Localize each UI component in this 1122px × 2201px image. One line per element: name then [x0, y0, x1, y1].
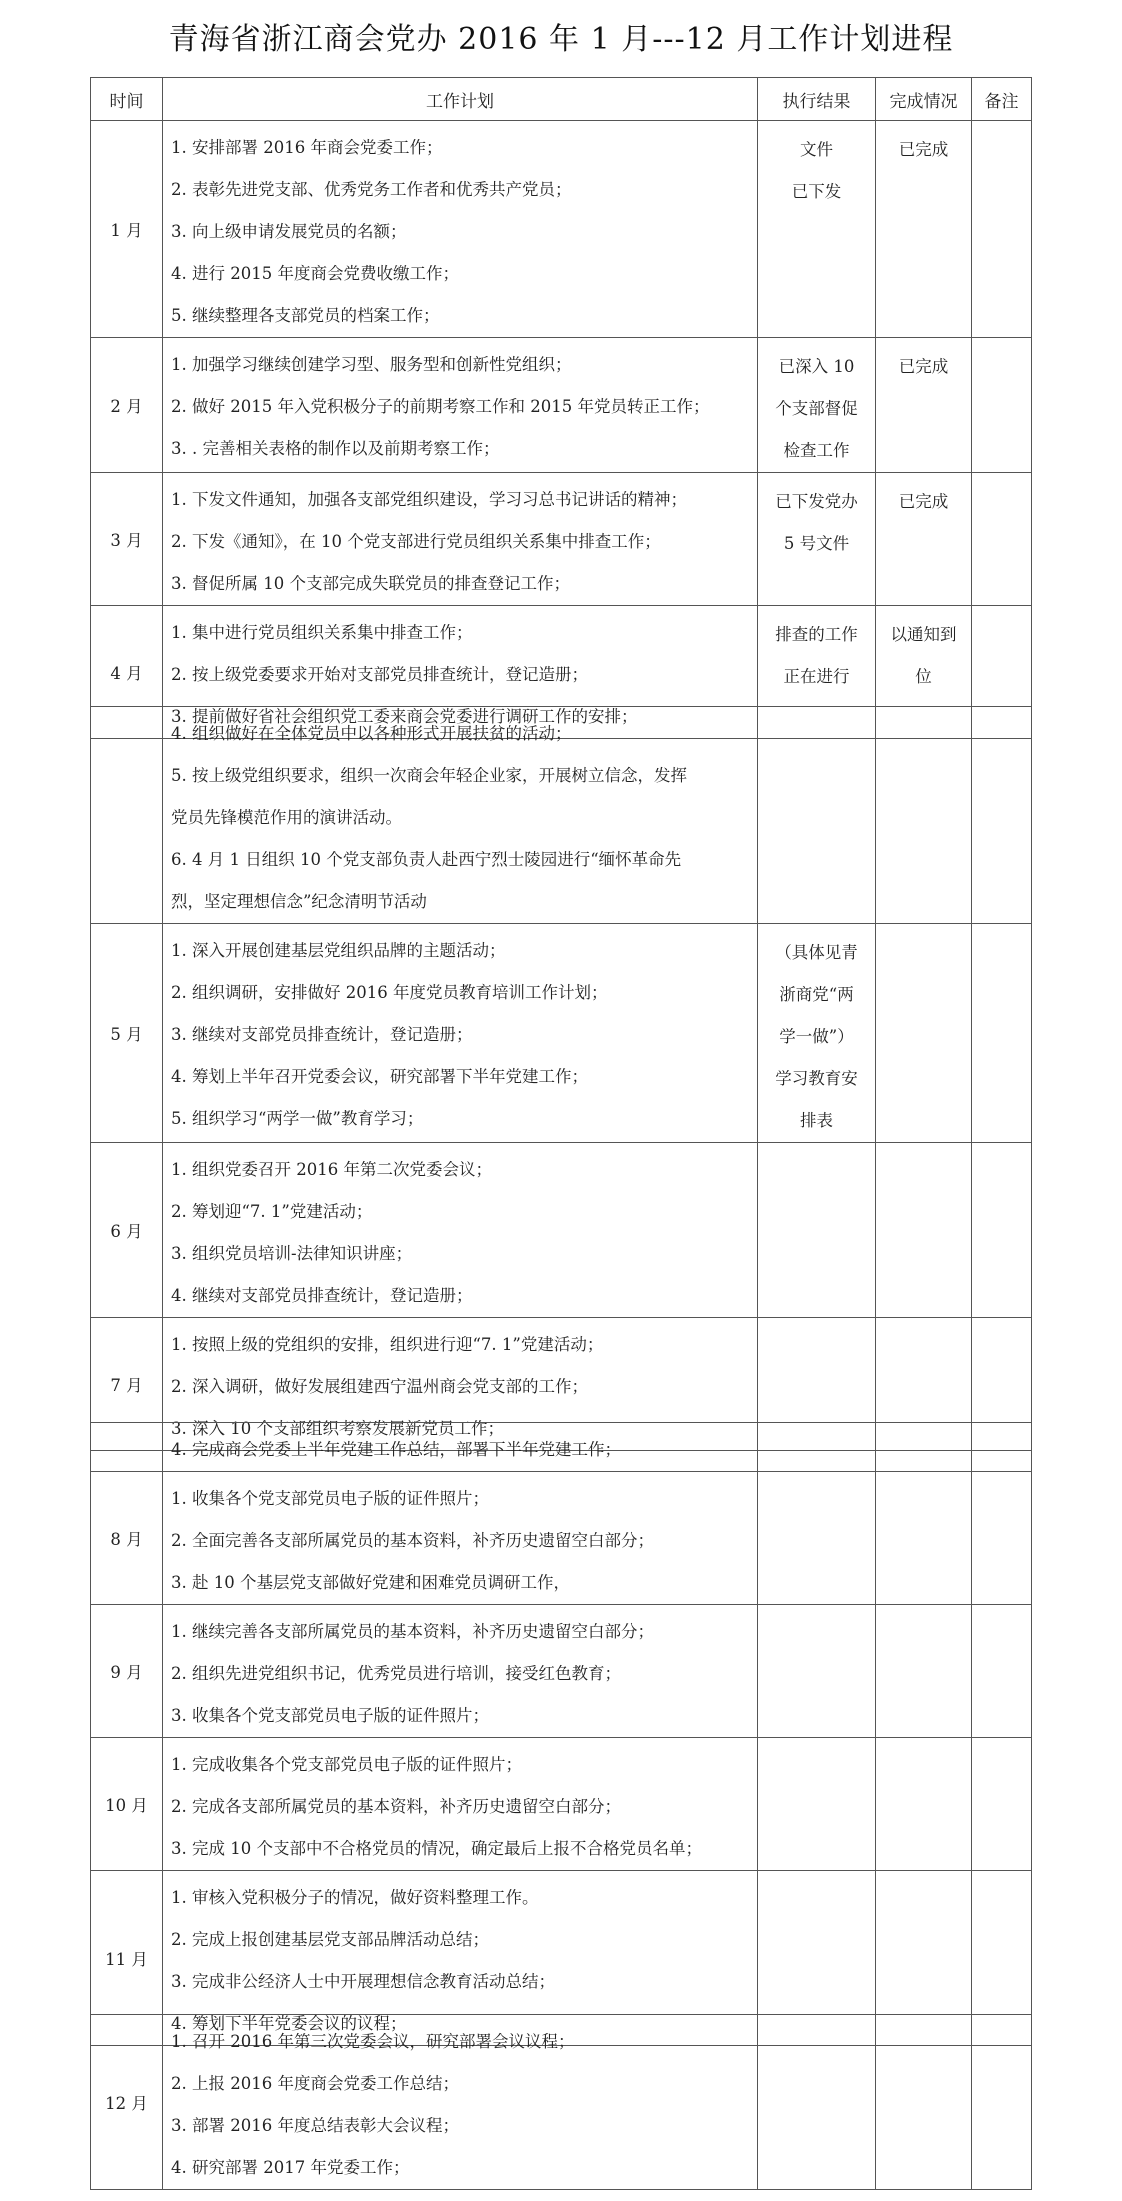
plan-item: 2. 做好 2015 年入党积极分子的前期考察工作和 2015 年党员转正工作； — [171, 397, 710, 416]
plan-item: 3. 部署 2016 年度总结表彰大会议程； — [171, 2116, 459, 2135]
header-remark: 备注 — [972, 78, 1032, 121]
result-text: 文件 — [800, 140, 833, 159]
remark-cell — [972, 924, 1032, 1143]
plan-item: 2. 下发《通知》，在 10 个党支部进行党员组织关系集中排查工作； — [171, 532, 661, 551]
status-cell — [876, 707, 972, 924]
month-cell: 7 月 — [91, 1318, 163, 1451]
status-text: 以通知到 — [890, 625, 957, 644]
result-cell — [758, 1472, 876, 1605]
plan-item: 2. 筹划迎“7. 1”党建活动； — [171, 1202, 373, 1221]
plan-item: 2. 组织先进党组织书记，优秀党员进行培训，接受红色教育； — [171, 1664, 621, 1683]
plan-item: 2. 完成各支部所属党员的基本资料，补齐历史遗留空白部分； — [171, 1797, 621, 1816]
result-cell — [758, 924, 876, 1143]
result-cell — [758, 1143, 876, 1318]
table-row — [91, 924, 1032, 1143]
plan-cell — [163, 1423, 758, 1472]
month-cell: 2 月 — [91, 338, 163, 473]
remark-cell — [972, 1423, 1032, 1472]
table-row — [91, 2015, 1032, 2190]
plan-item: 4. 完成商会党委上半年党建工作总结，部署下半年党建工作； — [171, 1440, 621, 1459]
result-text: 学习教育安 — [775, 1069, 858, 1088]
result-cell — [758, 1738, 876, 1871]
plan-table-section-3 — [90, 1422, 1032, 2046]
month-cell — [91, 707, 163, 924]
result-text: 已下发 — [791, 182, 842, 201]
plan-item: 2. 上报 2016 年度商会党委工作总结； — [171, 2074, 459, 2093]
plan-cell — [163, 121, 758, 338]
plan-item: 1. 按照上级的党组织的安排，组织进行迎“7. 1”党建活动； — [171, 1335, 604, 1354]
status-text: 已完成 — [898, 492, 949, 511]
table-row — [91, 473, 1032, 606]
plan-item: 2. 按上级党委要求开始对支部党员排查统计，登记造册； — [171, 665, 588, 684]
remark-cell — [972, 1472, 1032, 1605]
plan-item: 3. 组织党员培训-法律知识讲座； — [171, 1244, 413, 1263]
plan-item: 3. 提前做好省社会组织党工委来商会党委进行调研工作的安排； — [171, 707, 638, 726]
plan-item: 1. 组织党委召开 2016 年第二次党委会议； — [171, 1160, 492, 1179]
result-text: 检查工作 — [783, 441, 850, 460]
month-cell: 4 月 — [91, 606, 163, 739]
status-cell — [876, 1605, 972, 1738]
plan-item: 4. 筹划上半年召开党委会议，研究部署下半年党建工作； — [171, 1067, 588, 1086]
plan-item: 1. 安排部署 2016 年商会党委工作； — [171, 138, 443, 157]
status-cell — [876, 2015, 972, 2190]
status-cell — [876, 338, 972, 473]
plan-item: 1. 审核入党积极分子的情况，做好资料整理工作。 — [171, 1888, 539, 1907]
result-text: 正在进行 — [783, 667, 850, 686]
plan-table-section-2 — [90, 706, 1032, 1451]
table-row — [91, 1738, 1032, 1871]
result-text: 已下发党办 — [775, 492, 858, 511]
plan-item: 3. 督促所属 10 个支部完成失联党员的排查登记工作； — [171, 574, 570, 593]
month-cell: 10 月 — [91, 1738, 163, 1871]
plan-item: 1. 加强学习继续创建学习型、服务型和创新性党组织； — [171, 355, 572, 374]
result-text: （具体见青 — [775, 943, 858, 962]
plan-item: 1. 集中进行党员组织关系集中排查工作； — [171, 623, 473, 642]
result-cell — [758, 1605, 876, 1738]
plan-item: 2. 完成上报创建基层党支部品牌活动总结； — [171, 1930, 489, 1949]
plan-cell — [163, 338, 758, 473]
plan-item: 2. 组织调研，安排做好 2016 年度党员教育培训工作计划； — [171, 983, 608, 1002]
month-cell: 11 月 — [91, 1871, 163, 2046]
plan-cell — [163, 707, 758, 924]
result-text: 排表 — [800, 1111, 833, 1130]
plan-item: 3. 收集各个党支部党员电子版的证件照片； — [171, 1706, 489, 1725]
plan-item: 4. 继续对支部党员排查统计，登记造册； — [171, 1286, 473, 1305]
plan-item: 1. 下发文件通知，加强各支部党组织建设，学习习总书记讲话的精神； — [171, 490, 687, 509]
plan-item: 3. . 完善相关表格的制作以及前期考察工作； — [171, 439, 500, 458]
month-cell: 9 月 — [91, 1605, 163, 1738]
status-cell — [876, 1423, 972, 1472]
plan-cell — [163, 924, 758, 1143]
table-row — [91, 1605, 1032, 1738]
plan-cell — [163, 473, 758, 606]
plan-item: 3. 向上级申请发展党员的名额； — [171, 222, 407, 241]
result-cell — [758, 2015, 876, 2190]
plan-item: 2. 深入调研，做好发展组建西宁温州商会党支部的工作； — [171, 1377, 588, 1396]
plan-cell — [163, 1605, 758, 1738]
remark-cell — [972, 1143, 1032, 1318]
table-row — [91, 1143, 1032, 1318]
result-cell — [758, 707, 876, 924]
remark-cell — [972, 121, 1032, 338]
remark-cell — [972, 707, 1032, 924]
plan-item: 3. 赴 10 个基层党支部做好党建和困难党员调研工作， — [171, 1573, 570, 1592]
plan-item: 3. 完成 10 个支部中不合格党员的情况，确定最后上报不合格党员名单； — [171, 1839, 702, 1858]
plan-cell — [163, 1472, 758, 1605]
plan-item: 4. 组织做好在全体党员中以各种形式开展扶贫的活动； — [171, 724, 572, 743]
status-cell — [876, 121, 972, 338]
table-row — [91, 1472, 1032, 1605]
plan-item: 5. 继续整理各支部党员的档案工作； — [171, 306, 440, 325]
plan-table-section-4 — [90, 2014, 1032, 2190]
plan-item: 党员先锋模范作用的演讲活动。 — [171, 808, 402, 827]
month-cell: 5 月 — [91, 924, 163, 1143]
table-row — [91, 121, 1032, 338]
plan-item: 5. 按上级党组织要求，组织一次商会年轻企业家，开展树立信念，发挥 — [171, 766, 687, 785]
result-text: 已深入 10 — [778, 357, 855, 376]
month-cell: 12 月 — [91, 2015, 163, 2190]
plan-item: 1. 召开 2016 年第三次党委会议，研究部署会议议程； — [171, 2032, 575, 2051]
plan-item: 5. 组织学习“两学一做”教育学习； — [171, 1109, 424, 1128]
plan-item: 4. 进行 2015 年度商会党费收缴工作； — [171, 264, 459, 283]
status-cell — [876, 1738, 972, 1871]
plan-item: 2. 表彰先进党支部、优秀党务工作者和优秀共产党员； — [171, 180, 572, 199]
status-text: 已完成 — [898, 357, 949, 376]
result-text: 5 号文件 — [783, 534, 850, 553]
plan-item: 3. 深入 10 个支部组织考察发展新党员工作； — [171, 1419, 504, 1438]
header-result: 执行结果 — [758, 78, 876, 121]
plan-item: 1. 深入开展创建基层党组织品牌的主题活动； — [171, 941, 506, 960]
result-cell — [758, 1423, 876, 1472]
plan-item: 4. 研究部署 2017 年党委工作； — [171, 2158, 410, 2177]
result-text: 浙商党“两 — [779, 985, 854, 1004]
table-row — [91, 338, 1032, 473]
remark-cell — [972, 1738, 1032, 1871]
remark-cell — [972, 2015, 1032, 2190]
plan-cell — [163, 1738, 758, 1871]
page-title: 青海省浙江商会党办 2016 年 1 月---12 月工作计划进程 — [168, 22, 954, 57]
plan-item: 2. 全面完善各支部所属党员的基本资料，补齐历史遗留空白部分； — [171, 1531, 654, 1550]
table-row — [91, 707, 1032, 924]
result-cell — [758, 473, 876, 606]
plan-item: 3. 继续对支部党员排查统计，登记造册； — [171, 1025, 473, 1044]
month-cell — [91, 1423, 163, 1472]
result-text: 学一做”） — [779, 1027, 854, 1046]
plan-item: 1. 收集各个党支部党员电子版的证件照片； — [171, 1489, 489, 1508]
month-cell: 6 月 — [91, 1143, 163, 1318]
header-status: 完成情况 — [876, 78, 972, 121]
plan-item: 3. 完成非公经济人士中开展理想信念教育活动总结； — [171, 1972, 555, 1991]
result-text: 排查的工作 — [775, 625, 858, 644]
plan-table-section-1 — [90, 77, 1032, 739]
status-cell — [876, 1472, 972, 1605]
status-cell — [876, 473, 972, 606]
result-cell — [758, 338, 876, 473]
month-cell: 8 月 — [91, 1472, 163, 1605]
remark-cell — [972, 473, 1032, 606]
plan-item: 1. 完成收集各个党支部党员电子版的证件照片； — [171, 1755, 522, 1774]
plan-cell — [163, 2015, 758, 2190]
result-cell — [758, 121, 876, 338]
header-plan: 工作计划 — [163, 78, 758, 121]
status-cell — [876, 924, 972, 1143]
plan-item: 4. 筹划下半年党委会议的议程； — [171, 2014, 407, 2033]
status-text: 已完成 — [898, 140, 949, 159]
header-time: 时间 — [91, 78, 163, 121]
remark-cell — [972, 1605, 1032, 1738]
plan-cell — [163, 1143, 758, 1318]
status-cell — [876, 1143, 972, 1318]
status-text: 位 — [915, 667, 932, 686]
result-text: 个支部督促 — [775, 399, 858, 418]
plan-item: 6. 4 月 1 日组织 10 个党支部负责人赴西宁烈士陵园进行“缅怀革命先 — [171, 850, 682, 869]
plan-item: 烈，坚定理想信念”纪念清明节活动 — [171, 892, 427, 911]
table-header-row — [91, 78, 1032, 121]
plan-item: 1. 继续完善各支部所属党员的基本资料，补齐历史遗留空白部分； — [171, 1622, 654, 1641]
month-cell: 3 月 — [91, 473, 163, 606]
remark-cell — [972, 338, 1032, 473]
table-row — [91, 1423, 1032, 1472]
month-cell: 1 月 — [91, 121, 163, 338]
